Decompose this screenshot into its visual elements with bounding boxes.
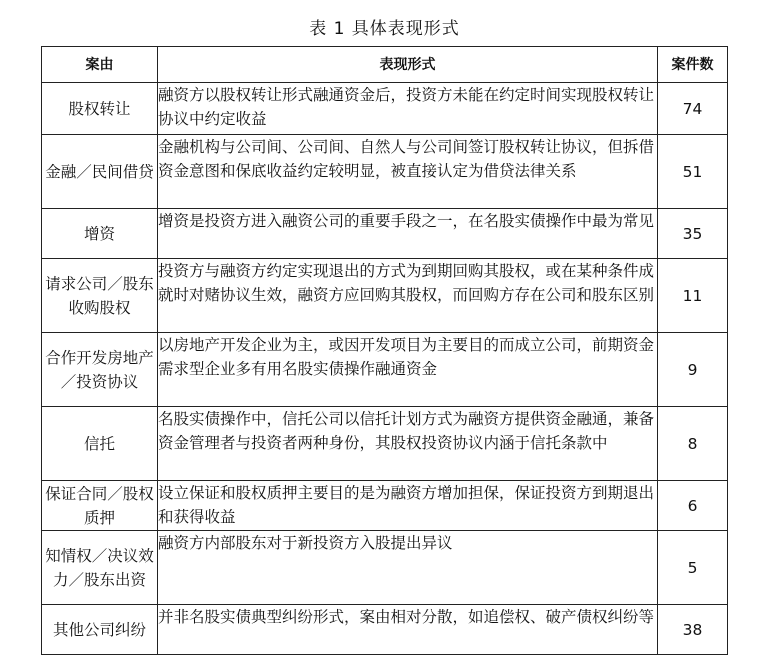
table-row	[42, 481, 728, 531]
form-cell: 以房地产开发企业为主，或因开发项目为主要目的而成立公司，前期资金需求型企业多有用名股实债操作融通资金	[158, 333, 658, 407]
count-cell: 35	[658, 209, 728, 259]
table-caption: 表 1 具体表现形式	[309, 19, 460, 39]
form-cell: 并非名股实债典型纠纷形式，案由相对分散，如追偿权、破产债权纠纷等	[158, 605, 658, 655]
table-row	[42, 333, 728, 407]
form-cell: 金融机构与公司间、公司间、自然人与公司间签订股权转让协议，但拆借资金意图和保底收益约定较明显，被直接认定为借贷法律关系	[158, 135, 658, 209]
table-row	[42, 531, 728, 605]
cause-cell: 金融／民间借贷	[42, 135, 158, 209]
count-cell: 74	[658, 83, 728, 135]
cause-cell: 保证合同／股权质押	[42, 481, 158, 531]
form-cell: 融资方以股权转让形式融通资金后，投资方未能在约定时间实现股权转让协议中约定收益	[158, 83, 658, 135]
form-cell: 融资方内部股东对于新投资方入股提出异议	[158, 531, 658, 605]
table-row	[42, 135, 728, 209]
table-row	[42, 209, 728, 259]
header-form: 表现形式	[158, 47, 658, 83]
form-cell: 增资是投资方进入融资公司的重要手段之一，在名股实债操作中最为常见	[158, 209, 658, 259]
data-table	[41, 46, 728, 655]
header-row	[42, 47, 728, 83]
count-cell: 11	[658, 259, 728, 333]
header-cause: 案由	[42, 47, 158, 83]
cause-cell: 其他公司纠纷	[42, 605, 158, 655]
cause-cell: 股权转让	[42, 83, 158, 135]
form-cell: 投资方与融资方约定实现退出的方式为到期回购其股权，或在某种条件成就时对赌协议生效，融资方应回购其股权，而回购方存在公司和股东区别	[158, 259, 658, 333]
cause-cell: 合作开发房地产／投资协议	[42, 333, 158, 407]
cause-cell: 知情权／决议效力／股东出资	[42, 531, 158, 605]
count-cell: 8	[658, 407, 728, 481]
cause-cell: 请求公司／股东收购股权	[42, 259, 158, 333]
count-cell: 6	[658, 481, 728, 531]
cause-cell: 增资	[42, 209, 158, 259]
header-count: 案件数	[658, 47, 728, 83]
count-cell: 38	[658, 605, 728, 655]
table-row	[42, 259, 728, 333]
count-cell: 5	[658, 531, 728, 605]
table-row	[42, 407, 728, 481]
form-cell: 设立保证和股权质押主要目的是为融资方增加担保，保证投资方到期退出和获得收益	[158, 481, 658, 531]
count-cell: 51	[658, 135, 728, 209]
table-row	[42, 83, 728, 135]
table-row	[42, 605, 728, 655]
cause-cell: 信托	[42, 407, 158, 481]
form-cell: 名股实债操作中，信托公司以信托计划方式为融资方提供资金融通，兼备资金管理者与投资者两种身份，其股权投资协议内涵于信托条款中	[158, 407, 658, 481]
count-cell: 9	[658, 333, 728, 407]
